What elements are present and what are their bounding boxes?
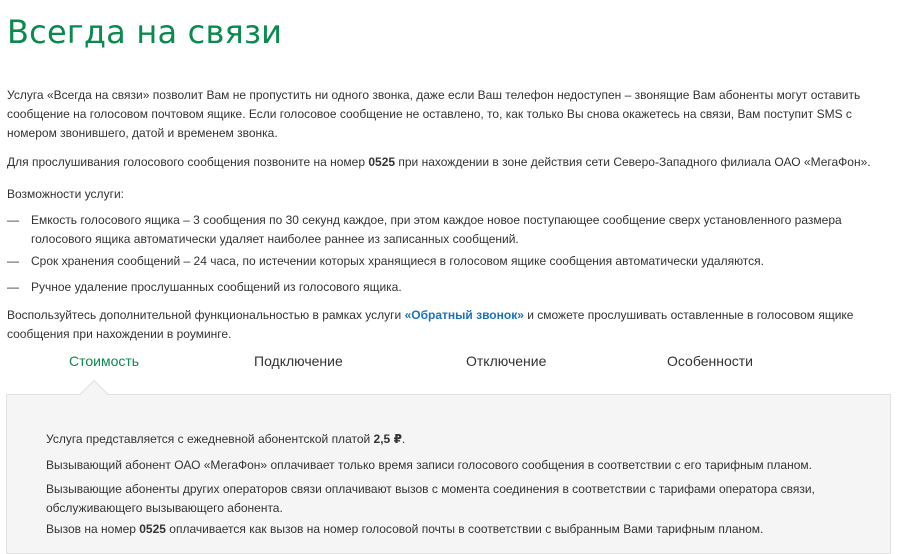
- listen-paragraph: [7, 153, 887, 172]
- call-cost-text: [46, 520, 866, 539]
- listen-text-before: Для прослушивания голосового сообщения позвоните на номер: [7, 155, 369, 169]
- call-text-before: Вызов на номер: [46, 522, 140, 536]
- fee-text-before: Услуга представляется с ежедневной абонентской платой: [46, 432, 374, 446]
- tab-cost[interactable]: Стоимость: [69, 353, 140, 369]
- voicemail-number: 0525: [368, 155, 396, 169]
- call-number: 0525: [139, 522, 166, 536]
- call-text-after: оплачивается как вызов на номер голосовой почты в соответствии с выбранным Вами тарифным планом.: [165, 522, 764, 536]
- tab-disconnection[interactable]: Отключение: [466, 353, 547, 369]
- features-heading: Возможности услуги:: [7, 187, 124, 201]
- tab-features[interactable]: Особенности: [667, 353, 753, 369]
- other-callers-text: Вызывающие абоненты других операторов связи оплачивают вызов с момента соединения в соответствии с тарифами оператора связи, обслуживающего вызывающего абонента.: [46, 482, 815, 515]
- daily-fee-value: 2,5 ₽: [373, 432, 402, 446]
- tab-connection[interactable]: Подключение: [254, 353, 343, 369]
- feature-text: Емкость голосового ящика – 3 сообщения по 30 секунд каждое, при этом каждое новое поступающее сообщение сверх установленного размера голосового ящика автоматически удаляет наиболее раннее из записанных сообщений.: [31, 213, 842, 246]
- page-title: Всегда на связи: [7, 13, 283, 51]
- list-item: [7, 252, 887, 271]
- feature-text: Срок хранения сообщений – 24 часа, по истечении которых хранящиеся в голосовом ящике сообщения автоматически удаляются.: [31, 254, 765, 268]
- list-item: [7, 278, 887, 297]
- callback-text-after: и сможете прослушивать оставленные в голосовом ящике сообщения при нахождении в роуминге.: [7, 308, 854, 341]
- callback-text-before: Воспользуйтесь дополнительной функциональностью в рамках услуги: [7, 308, 405, 322]
- dash-bullet: —: [7, 254, 19, 268]
- fee-text-after: .: [401, 432, 406, 446]
- dash-bullet: —: [7, 280, 19, 294]
- daily-fee-text: [46, 430, 866, 449]
- dash-bullet: —: [7, 213, 19, 227]
- listen-text-after: при нахождении в зоне действия сети Северо-Западного филиала ОАО «МегаФон».: [395, 155, 871, 169]
- callback-service-link[interactable]: «Обратный звонок»: [404, 308, 524, 322]
- service-tabs: [0, 353, 900, 377]
- callback-paragraph: [7, 306, 877, 344]
- megafon-caller-text: Вызывающий абонент ОАО «МегаФон» оплачивает только время записи голосового сообщения в соответствии с его тарифным планом.: [46, 458, 812, 472]
- intro-paragraph: Услуга «Всегда на связи» позволит Вам не пропустить ни одного звонка, даже если Ваш телефон недоступен – звонящие Вам абоненты могут оставить сообщение на голосовом почтовом ящике. Если голосовое сообщение не оставлено, то, как только Вы снова окажетесь на связи, Вам поступит SMS с номером звонившего, датой и временем звонка.: [7, 88, 861, 140]
- feature-text: Ручное удаление прослушанных сообщений из голосового ящика.: [31, 280, 402, 294]
- list-item: [7, 211, 887, 249]
